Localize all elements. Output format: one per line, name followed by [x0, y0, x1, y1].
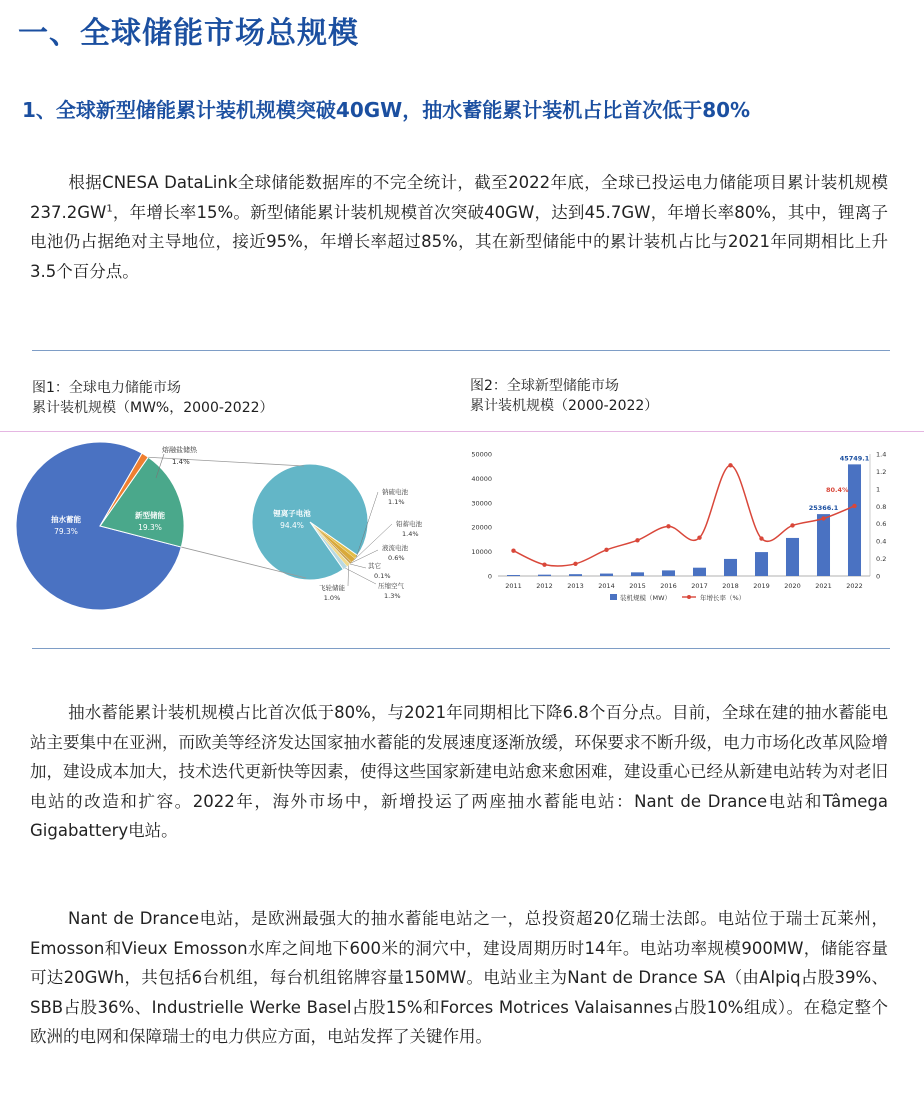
- growth-point-2019: [759, 536, 763, 540]
- growth-point-2018: [728, 463, 732, 467]
- pie2-value-lead: 1.4%: [402, 530, 419, 538]
- x-tick-label: 2014: [598, 582, 615, 590]
- growth-point-2017: [697, 535, 701, 539]
- divider-top: [32, 350, 890, 351]
- bar-2018: [724, 559, 737, 576]
- legend-bar-swatch: [610, 594, 617, 600]
- bar-2014: [600, 574, 613, 576]
- paragraph-2: [30, 698, 888, 846]
- pie-value-molten-salt: 1.4%: [172, 458, 190, 466]
- figure-1-caption: [32, 378, 274, 418]
- y-right-tick-label: 0.4: [876, 537, 887, 546]
- y-left-tick-label: 0: [487, 572, 492, 581]
- leader-other: [350, 564, 366, 568]
- growth-point-2014: [604, 548, 608, 552]
- bar-2017: [693, 568, 706, 576]
- scan-line: [0, 431, 924, 432]
- pie2-label-caes: 压缩空气: [378, 582, 404, 590]
- growth-point-2015: [635, 538, 639, 542]
- pie2-label-flywheel: 飞轮储能: [319, 584, 345, 592]
- paragraph-3-text: Nant de Drance电站，是欧洲最强大的抽水蓄能电站之一，总投资超20亿瑞士法郎。电站位于瑞士瓦莱州，Emosson和Vieux Emosson水库之间地下600米的洞穴中，建设周期历时14年。电站功率规模900MW，储能容量可达20GWh，共包括6台机组，每台机组铭牌容量150MW。电站业主为Nant de Drance SA（由Alpiq占股39%、SBB占股36%、Industrielle Werke Basel占股15%和Forces Motrices Valaisannes占股10%组成）。在稳定整个欧洲的电网和保障瑞士的电力供应方面，电站发挥了关键作用。: [30, 909, 888, 1046]
- y-right-tick-label: 1.4: [876, 450, 887, 459]
- pie2-value-flywheel: 1.0%: [323, 594, 341, 602]
- x-tick-label: 2017: [691, 582, 708, 590]
- x-tick-label: 2020: [784, 582, 801, 590]
- pie2-value-nas: 1.1%: [388, 498, 405, 506]
- x-tick-label: 2011: [505, 582, 522, 590]
- figure-2-combo-chart: [460, 436, 900, 616]
- bar-2012: [538, 575, 551, 576]
- paragraph-1: [30, 168, 888, 286]
- footnote-marker: 1: [106, 203, 113, 214]
- pie-value-pumped-hydro: 79.3%: [54, 527, 78, 536]
- y-left-tick-label: 30000: [471, 499, 492, 508]
- growth-rate-line: [514, 465, 855, 566]
- y-right-tick-label: 1.2: [876, 467, 887, 476]
- figure-1-pie-chart: [0, 436, 460, 616]
- bar-2021: [817, 514, 830, 576]
- divider-bottom: [32, 648, 890, 649]
- figure-2-caption: [470, 376, 658, 416]
- growth-point-2011: [511, 549, 515, 553]
- leader-flywheel: [348, 565, 349, 586]
- x-tick-label: 2013: [567, 582, 584, 590]
- pie2-value-flow: 0.6%: [388, 554, 405, 562]
- paragraph-2-text: 抽水蓄能累计装机规模占比首次低于80%，与2021年同期相比下降6.8个百分点。目前，全球在建的抽水蓄能电站主要集中在亚洲，而欧美等经济发达国家抽水蓄能的发展速度逐渐放缓，环保要求不断升级，电力市场化改革风险增加，建设成本加大，技术迭代更新快等因素，使得这些国家新建电站愈来愈困难，建设重心已经从新建电站转为对老旧电站的改造和扩容。2022年，海外市场中，新增投运了两座抽水蓄能电站：Nant de Drance电站和Tâmega Gigabattery电站。: [30, 703, 888, 840]
- bar-2019: [755, 552, 768, 576]
- y-left-tick-label: 20000: [471, 523, 492, 532]
- growth-point-2020: [790, 523, 794, 527]
- pie2-label-nas: 钠硫电池: [382, 488, 408, 496]
- x-tick-label: 2021: [815, 582, 832, 590]
- pie-label-new-storage: 新型储能: [135, 511, 165, 520]
- subsection-title: 1、全球新型储能累计装机规模突破40GW，抽水蓄能累计装机占比首次低于80%: [22, 98, 751, 122]
- bar-2013: [569, 574, 582, 576]
- pie2-value-other: 0.1%: [374, 572, 391, 580]
- pie2-label-lead: 铅蓄电池: [396, 520, 422, 528]
- legend-line-label: 年增长率（%）: [700, 594, 746, 602]
- paragraph-1-part1: 根据CNESA DataLink全球储能数据库的不完全统计，截至2022年底，全球已投运电力储能项目累计装机规模237.2GW: [30, 173, 888, 222]
- bar-2016: [662, 570, 675, 576]
- growth-point-2012: [542, 562, 546, 566]
- bar-2022: [848, 464, 861, 576]
- x-tick-label: 2018: [722, 582, 739, 590]
- figure-2-caption-line1: 图2：全球新型储能市场: [470, 378, 619, 394]
- figure-2-caption-line2: 累计装机规模（2000-2022）: [470, 398, 659, 414]
- x-tick-label: 2016: [660, 582, 677, 590]
- growth-point-2016: [666, 524, 670, 528]
- x-tick-label: 2012: [536, 582, 553, 590]
- growth-point-2013: [573, 562, 577, 566]
- y-right-tick-label: 0.2: [876, 555, 887, 564]
- bar-data-label: 25366.1: [808, 504, 839, 513]
- x-tick-label: 2015: [629, 582, 646, 590]
- pie-label-molten-salt: 熔融盐储热: [162, 446, 197, 454]
- y-right-tick-label: 0.6: [876, 520, 887, 529]
- bar-2020: [786, 538, 799, 576]
- y-left-tick-label: 40000: [471, 474, 492, 483]
- figure-1-caption-line1: 图1：全球电力储能市场: [32, 380, 181, 396]
- growth-point-2021: [821, 516, 825, 520]
- y-left-tick-label: 50000: [471, 450, 492, 459]
- leader-caes: [345, 568, 376, 584]
- x-tick-label: 2022: [846, 582, 863, 590]
- y-left-tick-label: 10000: [471, 548, 492, 557]
- figure-1-caption-line2: 累计装机规模（MW%，2000-2022）: [32, 400, 274, 416]
- pie-value-new-storage: 19.3%: [138, 523, 162, 532]
- pie2-label-flow: 液流电池: [382, 544, 408, 552]
- y-right-tick-label: 0.8: [876, 502, 887, 511]
- paragraph-1-part2: ，年增长率15%。新型储能累计装机规模首次突破40GW，达到45.7GW，年增长率80%，其中，锂离子电池仍占据绝对主导地位，接近95%，年增长率超过85%，其在新型储能中的累计装机占比与2021年同期相比上升3.5个百分点。: [30, 202, 888, 281]
- y-right-tick-label: 0: [876, 572, 881, 581]
- line-data-label: 80.4%: [825, 485, 849, 494]
- pie2-value-liion: 94.4%: [280, 521, 304, 530]
- pie2-label-liion: 锂离子电池: [273, 509, 311, 518]
- legend-bar-label: 装机规模（MW）: [620, 594, 672, 602]
- y-right-tick-label: 1: [876, 485, 881, 494]
- legend-line-marker: [687, 595, 691, 599]
- pie-label-pumped-hydro: 抽水蓄能: [51, 515, 81, 524]
- x-tick-label: 2019: [753, 582, 770, 590]
- bar-2011: [507, 575, 520, 576]
- section-title: 一、全球储能市场总规模: [18, 16, 359, 51]
- pie2-label-other: 其它: [368, 562, 381, 570]
- bar-2015: [631, 572, 644, 576]
- bar-data-label: 45749.1: [839, 454, 870, 463]
- paragraph-3: [30, 904, 888, 1052]
- growth-point-2022: [852, 504, 856, 508]
- pie2-value-caes: 1.3%: [384, 592, 401, 600]
